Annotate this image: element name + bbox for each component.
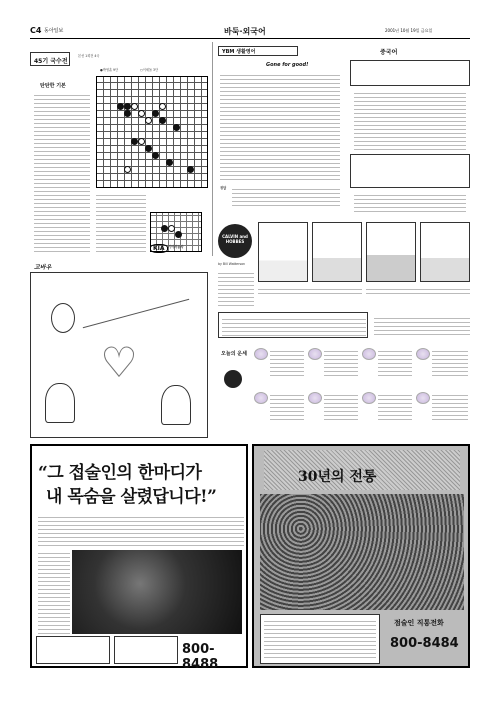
heart-icon: ♡	[100, 338, 138, 387]
comic-translation	[218, 270, 254, 308]
go-white-player: ○이세돌 3단	[140, 68, 159, 72]
comic-panel-3	[366, 222, 416, 282]
black-stone	[145, 145, 152, 152]
english-answer-text	[232, 186, 340, 206]
english-title: YBM 생활영어	[222, 49, 256, 55]
comic-caption-2	[366, 286, 470, 296]
black-stone	[159, 117, 166, 124]
white-stone	[168, 225, 175, 232]
chinese-vocab-box	[350, 60, 470, 86]
white-stone	[145, 117, 152, 124]
black-stone	[166, 159, 173, 166]
black-stone	[173, 124, 180, 131]
cartoon-title: 고바우	[34, 264, 52, 271]
go-black-player: ●박영훈 9단	[100, 68, 119, 72]
fortune-text	[432, 348, 468, 378]
cartoon-figure	[51, 303, 75, 333]
comic-author: by Bill Watterson	[218, 262, 246, 266]
ad-right-info-text	[264, 618, 376, 660]
go-title-box	[30, 52, 70, 66]
page-number: C4	[30, 26, 42, 35]
ad-left-info-box-1	[36, 636, 110, 664]
arrow-line	[83, 299, 190, 328]
black-stone	[161, 225, 168, 232]
column-divider	[212, 42, 213, 256]
ad-left-headline-1: “그 접술인의 한마디가	[38, 463, 202, 483]
chinese-footer-text	[354, 192, 466, 212]
chinese-body-text	[354, 90, 466, 152]
english-column	[218, 46, 342, 216]
white-stone	[138, 138, 145, 145]
ad-right-company: 점술인 직통전화	[394, 619, 444, 627]
ad-left-caption	[38, 550, 70, 634]
go-title: 45기 국수전	[34, 58, 68, 65]
explanation-left-text	[222, 316, 366, 336]
comic-panel-2	[312, 222, 362, 282]
fortune-title: 오늘의 운세	[221, 351, 247, 357]
fortune-text	[432, 392, 468, 422]
comic-caption-1	[258, 286, 362, 296]
comic-panel-4	[420, 222, 470, 282]
newspaper-name: 동아일보	[44, 28, 64, 34]
fortune-logo-icon	[224, 370, 242, 388]
fortune-text	[324, 348, 358, 378]
ad-right-phone: 800-8484	[390, 636, 459, 651]
english-answer-label: 정답	[220, 186, 227, 190]
black-stone	[152, 152, 159, 159]
fortune-text	[378, 348, 412, 378]
go-commentary-text	[34, 92, 90, 252]
ad-right	[252, 444, 470, 668]
explanation-left	[218, 312, 368, 338]
zodiac-icon	[362, 392, 376, 404]
go-heading: 탄탄한 기본	[40, 83, 66, 89]
white-stone	[131, 103, 138, 110]
explanation-right-text	[374, 315, 470, 335]
ad-right-group-photo	[260, 494, 464, 610]
sponsor-name: 기아자동차	[168, 245, 184, 249]
comic-logo	[218, 224, 252, 258]
black-stone	[124, 103, 131, 110]
go-subtitle: 본선 1회전 4국	[78, 54, 100, 58]
fortune-text	[270, 392, 304, 422]
comic-title: CALVIN and HOBBES	[222, 234, 248, 244]
zodiac-icon	[254, 392, 268, 404]
cartoon-column	[30, 262, 208, 440]
black-stone	[117, 103, 124, 110]
go-column	[30, 42, 208, 256]
kia-logo: KIA	[150, 244, 168, 253]
chinese-title-box	[360, 46, 410, 58]
chinese-column	[350, 46, 470, 216]
zodiac-icon	[254, 348, 268, 360]
fortune-text	[270, 348, 304, 378]
zodiac-icon	[416, 392, 430, 404]
ad-left-photo	[72, 550, 242, 634]
cartoon-figure	[161, 385, 191, 425]
black-stone	[175, 231, 182, 238]
fortune-text	[324, 392, 358, 422]
black-stone	[152, 110, 159, 117]
cartoon-panel	[30, 272, 208, 438]
black-stone	[124, 110, 131, 117]
black-stone	[131, 138, 138, 145]
fortune-text	[378, 392, 412, 422]
fortune-title-box	[218, 346, 250, 416]
black-stone	[187, 166, 194, 173]
ybm-title-box	[218, 46, 298, 56]
ad-left-body-text	[38, 514, 244, 546]
english-headline: Gone for good!	[266, 62, 309, 68]
comic-strip	[218, 222, 470, 310]
page-header	[30, 26, 470, 38]
explanation-box	[218, 312, 470, 340]
ad-left-info-box-2	[114, 636, 178, 664]
comic-panel-1	[258, 222, 308, 282]
ad-right-info-panel	[260, 614, 380, 664]
ad-left-headline-2: 내 목숨을 살렸답니다!”	[46, 487, 217, 507]
english-body-text	[220, 72, 340, 182]
issue-date: 2001년 10월 19일 금요일	[385, 28, 433, 33]
zodiac-icon	[308, 392, 322, 404]
fortune-section	[218, 344, 470, 440]
go-commentary-text-2	[96, 192, 146, 252]
chinese-title: 중국어	[380, 49, 398, 56]
section-title: 바둑·외국어	[224, 27, 266, 36]
ad-left	[30, 444, 248, 672]
zodiac-icon	[362, 348, 376, 360]
white-stone	[124, 166, 131, 173]
header-rule	[30, 38, 470, 39]
white-stone	[159, 103, 166, 110]
ad-left-phone: 800-8488	[182, 642, 219, 672]
ad-right-headline: 30년의 전통	[298, 469, 377, 485]
zodiac-icon	[308, 348, 322, 360]
cartoon-figure	[45, 383, 75, 423]
chinese-grammar-box	[350, 154, 470, 188]
zodiac-icon	[416, 348, 430, 360]
go-board	[96, 76, 208, 188]
white-stone	[138, 110, 145, 117]
